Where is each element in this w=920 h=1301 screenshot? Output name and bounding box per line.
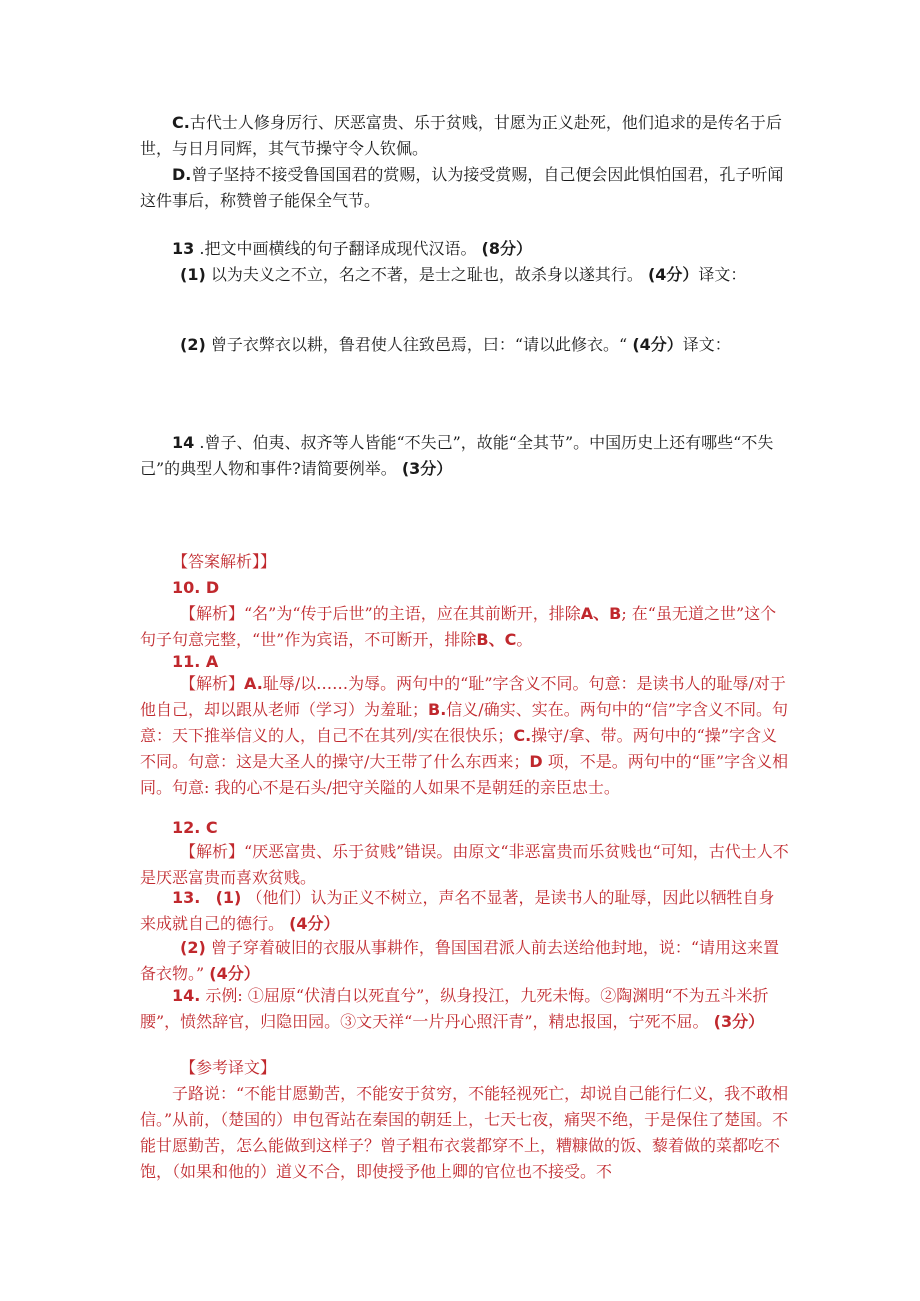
translation-header: 【参考译文】 [180,1058,277,1077]
answer-12-label: 12. C [172,818,218,837]
answer-13-1: 13. (1) （他们）认为正义不树立，声名不显著，是读书人的耻辱，因此以牺牲自身来成就自己的德行。 (4分） [140,888,775,933]
question-13-1: (1) 以为夫义之不立，名之不著，是士之耻也，故杀身以遂其行。 (4分）译文： [180,265,747,284]
translation-text: 子路说：“不能甘愿勤苦，不能安于贫穷，不能轻视死亡，却说自己能行仁义，我不敢相信。”从前，（楚国的）申包胥站在秦国的朝廷上，七天七夜，痛哭不绝，于是保住了楚国。不能甘愿勤苦，怎么能做到这样子？曾子粗布衣裳都穿不上，糟糠做的饭、藜着做的菜都吃不饱，（如果和他的）道义不合，即使授予他上卿的官位也不接受。不 [140,1084,789,1181]
question-13: 13 .把文中画横线的句子翻译成现代汉语。 (8分） [172,239,532,258]
answer-12-explanation: 【解析】“厌恶富贵、乐于贫贱”错误。由原文“非恶富贵而乐贫贱也“可知，古代士人不是厌恶富贵而喜欢贫贱。 [140,842,789,887]
option-d: D.曾子坚持不接受鲁国国君的赏赐，认为接受赏赐，自己便会因此惧怕国君，孔子听闻这件事后，称赞曾子能保全气节。 [140,165,784,210]
option-c: C.古代士人修身厉行、厌恶富贵、乐于贫贱，甘愿为正义赴死，他们追求的是传名于后世，与日月同辉，其气节操守令人钦佩。 [140,113,782,158]
question-13-2: (2) 曾子衣弊衣以耕，鲁君使人往致邑焉，曰：“请以此修衣。“ (4分）译文： [180,335,731,354]
answer-11-explanation: 【解析】A.耻辱/以……为辱。两句中的“耻”字含义不同。句意：是读书人的耻辱/对于他自己，却以跟从老师（学习）为羞耻；B.信义/确实、实在。两句中的“信”字含义不同。句意：天下推举信义的人，自己不在其列/实在很快乐；C.操守/拿、带。两句中的“操”字含义不同。句意：这是大圣人的操守/大王带了什么东西来；D 项，不是。两句中的“匪”字含义相同。句意: 我的心不是石头/把守关隘的人如果不是朝廷的亲臣忠士。 [140,674,789,797]
answer-10-label: 10. D [172,578,220,597]
answer-13-2: (2) 曾子穿着破旧的衣服从事耕作，鲁国国君派人前去送给他封地，说：“请用这来置备衣物。” (4分） [140,938,780,983]
answer-11-label: 11. A [172,652,219,671]
answer-10-explanation: 【解析】“名”为“传于后世”的主语，应在其前断开，排除A、B; 在“虽无道之世”这个句子句意完整，“世”作为宾语，不可断开，排除B、C。 [140,604,777,649]
answer-14: 14. 示例: ①屈原“伏清白以死直兮”，纵身投江，九死未悔。②陶渊明“不为五斗米折腰”，愤然辞官，归隐田园。③文天祥“一片丹心照汗青”，精忠报国，宁死不屈。 (3分） [140,986,769,1031]
question-14: 14 .曾子、伯夷、叔齐等人皆能“不失己”，故能“全其节”。中国历史上还有哪些“不失己”的典型人物和事件?请简要例举。 (3分） [140,433,774,478]
answer-header: 【答案解析】】 [172,552,277,571]
